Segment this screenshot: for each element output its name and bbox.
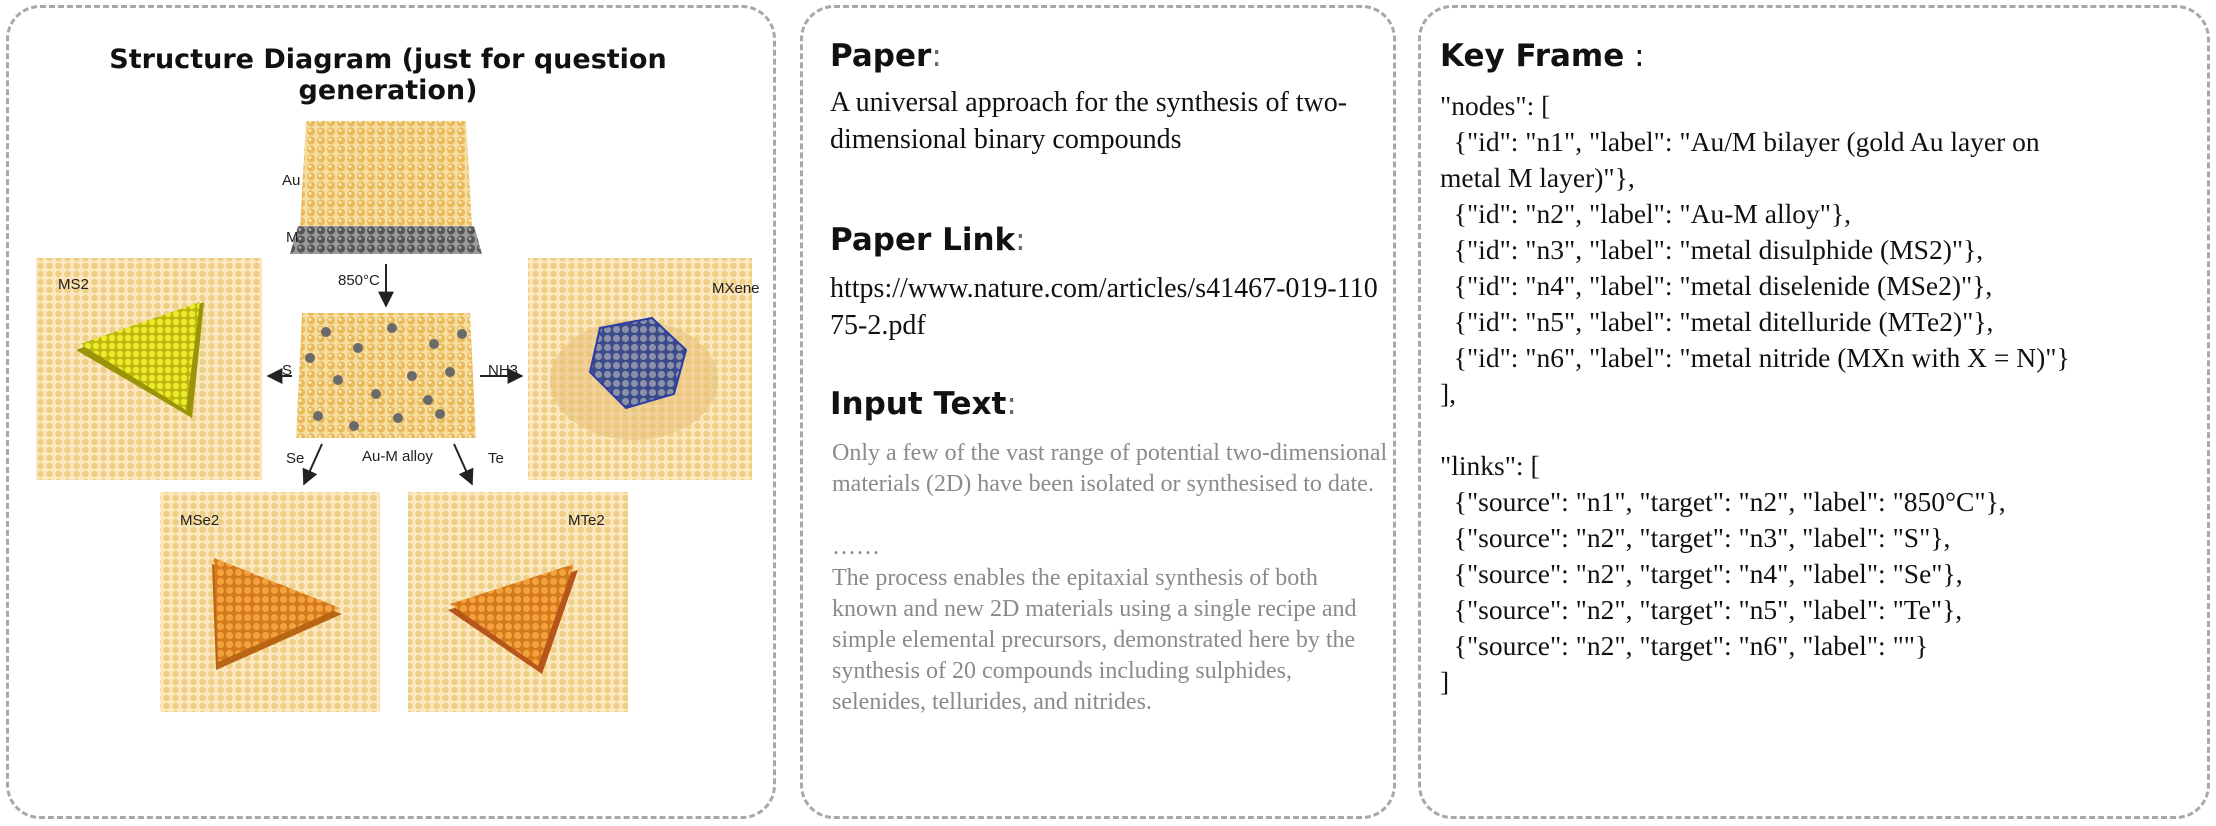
code-line: {"source": "n2", "target": "n3", "label": "S"}, xyxy=(1440,522,1951,553)
au-m-bilayer-node xyxy=(290,121,482,254)
code-line: {"source": "n2", "target": "n5", "label": "Te"}, xyxy=(1440,594,1963,625)
label-nh3: NH3 xyxy=(488,362,519,379)
label-au: Au xyxy=(282,172,301,189)
arrow-te xyxy=(454,444,472,484)
code-line: {"id": "n3", "label": "metal disulphide (MS2)"}, xyxy=(1440,234,1984,265)
code-line: {"source": "n1", "target": "n2", "label": "850°C"}, xyxy=(1440,486,2006,517)
code-line: metal M layer)"}, xyxy=(1440,162,1635,193)
label-te: Te xyxy=(488,450,504,467)
arrow-se xyxy=(304,444,322,484)
code-line: {"id": "n1", "label": "Au/M bilayer (gold Au layer on xyxy=(1440,126,2040,157)
paper-heading: Paper: xyxy=(830,38,942,74)
paper-link-heading: Paper Link: xyxy=(830,222,1026,258)
code-line: {"id": "n5", "label": "metal ditelluride (MTe2)"}, xyxy=(1440,306,1994,337)
label-mxene: MXene xyxy=(712,280,760,297)
key-frame-heading: Key Frame : xyxy=(1440,38,1645,74)
code-line: {"id": "n2", "label": "Au-M alloy"}, xyxy=(1440,198,1852,229)
au-m-alloy-node xyxy=(296,313,476,438)
input-text-1: Only a few of the vast range of potential two-dimensional materials (2D) have been isolated or synthesised to date. xyxy=(832,440,1388,497)
paper-title: A universal approach for the synthesis of two-dimensional binary compounds xyxy=(830,87,1348,155)
structure-diagram-title: Structure Diagram (just for question generation) xyxy=(109,44,667,106)
label-ms2: MS2 xyxy=(58,276,89,293)
code-line: {"id": "n6", "label": "metal nitride (MXn with X = N)"} xyxy=(1440,342,2070,373)
code-line: ] xyxy=(1440,666,1450,697)
label-s: S xyxy=(282,362,293,379)
paper-link[interactable]: https://www.nature.com/articles/s41467-019-11075-2.pdf xyxy=(830,273,1378,341)
label-mte2: MTe2 xyxy=(568,512,605,529)
code-line: "links": [ xyxy=(1440,450,1540,481)
input-text-heading: Input Text: xyxy=(830,386,1017,422)
label-850c: 850°C xyxy=(338,272,380,289)
label-au-m-alloy: Au-M alloy xyxy=(362,448,433,465)
code-line: {"source": "n2", "target": "n4", "label": "Se"}, xyxy=(1440,558,1963,589)
code-line: "nodes": [ xyxy=(1440,90,1551,121)
code-line: ], xyxy=(1440,378,1457,409)
code-line: {"id": "n4", "label": "metal diselenide (MSe2)"}, xyxy=(1440,270,1993,301)
label-se: Se xyxy=(286,450,305,467)
structure-figure xyxy=(36,118,752,714)
label-mse2: MSe2 xyxy=(180,512,220,529)
input-text-2: The process enables the epitaxial synthesis of both known and new 2D materials using a single recipe and simple elemental precursors, demonstrated here by the synthesis of 20 compounds including sulphides, selenides, tellurides, and nitrides. xyxy=(832,565,1357,715)
input-ellipsis: …… xyxy=(832,534,880,560)
label-m: M xyxy=(286,229,299,246)
code-line: {"source": "n2", "target": "n6", "label": ""} xyxy=(1440,630,1929,661)
